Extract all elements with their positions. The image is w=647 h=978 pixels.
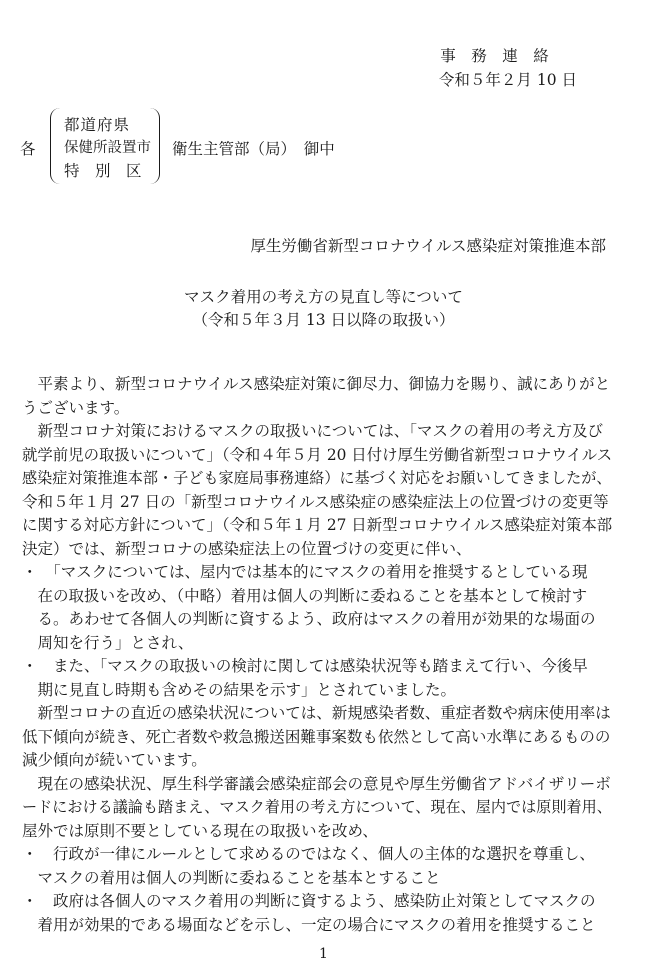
body-line: 令和５年１月 27 日の「新型コロナウイルス感染症の感染症法上の位置づけの変更等 bbox=[22, 492, 609, 511]
body-line: 周知を行う」とされ、 bbox=[22, 633, 194, 652]
document-title: マスク着用の考え方の見直し等について bbox=[184, 288, 463, 306]
addressee-prefix: 各 bbox=[20, 140, 36, 158]
body-line: マスクの着用は個人の判断に委ねることを基本とすること bbox=[22, 868, 441, 887]
body-line: 平素より、新型コロナウイルス感染症対策に御尽力、御協力を賜り、誠にありがと bbox=[22, 375, 611, 393]
body-line: る。あわせて各個人の判断に資するよう、政府はマスクの着用が効果的な場面の bbox=[22, 610, 596, 628]
body-line: 新型コロナの直近の感染状況については、新規感染者数、重症者数や病床使用率は bbox=[22, 704, 611, 722]
body-line: 期に見直し時期も含めその結果を示す」とされていました。 bbox=[22, 680, 457, 699]
body-line: 現在の感染状況、厚生科学審議会感染症部会の意見や厚生労働省アドバイザリーボ bbox=[22, 774, 611, 793]
addressee-org-prefectures: 都道府県 bbox=[64, 116, 131, 134]
addressee-org-health-center-cities: 保健所設置市 bbox=[64, 140, 151, 156]
addressee-org-special-wards: 特 別 区 bbox=[64, 162, 142, 180]
document-subtitle: （令和５年３月 13 日以降の取扱い） bbox=[192, 311, 455, 329]
body-line: に関する対応方針について」（令和５年１月 27 日新型コロナウイルス感染症対策本部 bbox=[22, 516, 613, 534]
body-line: 屋外では原則不要としている現在の取扱いを改め、 bbox=[22, 821, 378, 840]
body-line: 着用が効果的である場面などを示し、一定の場合にマスクの着用を推奨すること bbox=[22, 915, 596, 934]
page-number: 1 bbox=[319, 946, 328, 962]
sender: 厚生労働省新型コロナウイルス感染症対策推進本部 bbox=[250, 237, 606, 255]
body-line: 低下傾向が続き、死亡者数や救急搬送困難事案数も依然として高い水準にあるものの bbox=[22, 727, 611, 746]
body-line: 新型コロナ対策におけるマスクの取扱いについては、「マスクの着用の考え方及び bbox=[22, 422, 603, 440]
body-line-bullet: ・ 「マスクについては、屋内では基本的にマスクの着用を推奨するとしている現 bbox=[22, 563, 588, 581]
body-line: 決定）では、新型コロナの感染症法上の位置づけの変更に伴い、 bbox=[22, 539, 472, 558]
body-line-bullet: ・ また、「マスクの取扱いの検討に関しては感染状況等も踏まえて行い、今後早 bbox=[22, 657, 588, 675]
document-date: 令和５年２月 10 日 bbox=[438, 71, 577, 89]
body-line: 在の取扱いを改め、（中略）着用は個人の判断に委ねることを基本として検討す bbox=[22, 586, 588, 605]
body-line: 感染症対策推進本部・子ども家庭局事務連絡）に基づく対応をお願いしてきましたが、 bbox=[22, 469, 612, 487]
body-line-bullet: ・ 政府は各個人のマスク着用の判断に資するよう、感染防止対策としてマスクの bbox=[22, 892, 596, 910]
body-line: 減少傾向が続いています。 bbox=[22, 751, 207, 769]
document-type: 事 務 連 絡 bbox=[440, 47, 549, 65]
body-line: うございます。 bbox=[22, 398, 130, 417]
addressee-department: 衛生主管部（局） 御中 bbox=[172, 140, 335, 158]
body-line: ードにおける議論も踏まえ、マスク着用の考え方について、現在、屋内では原則着用、 bbox=[22, 798, 612, 816]
body-line: 就学前児の取扱いについて」（令和４年５月 20 日付け厚生労働省新型コロナウイルス bbox=[22, 445, 613, 464]
body-line-bullet: ・ 行政が一律にルールとして求めるのではなく、個人の主体的な選択を尊重し、 bbox=[22, 845, 595, 863]
